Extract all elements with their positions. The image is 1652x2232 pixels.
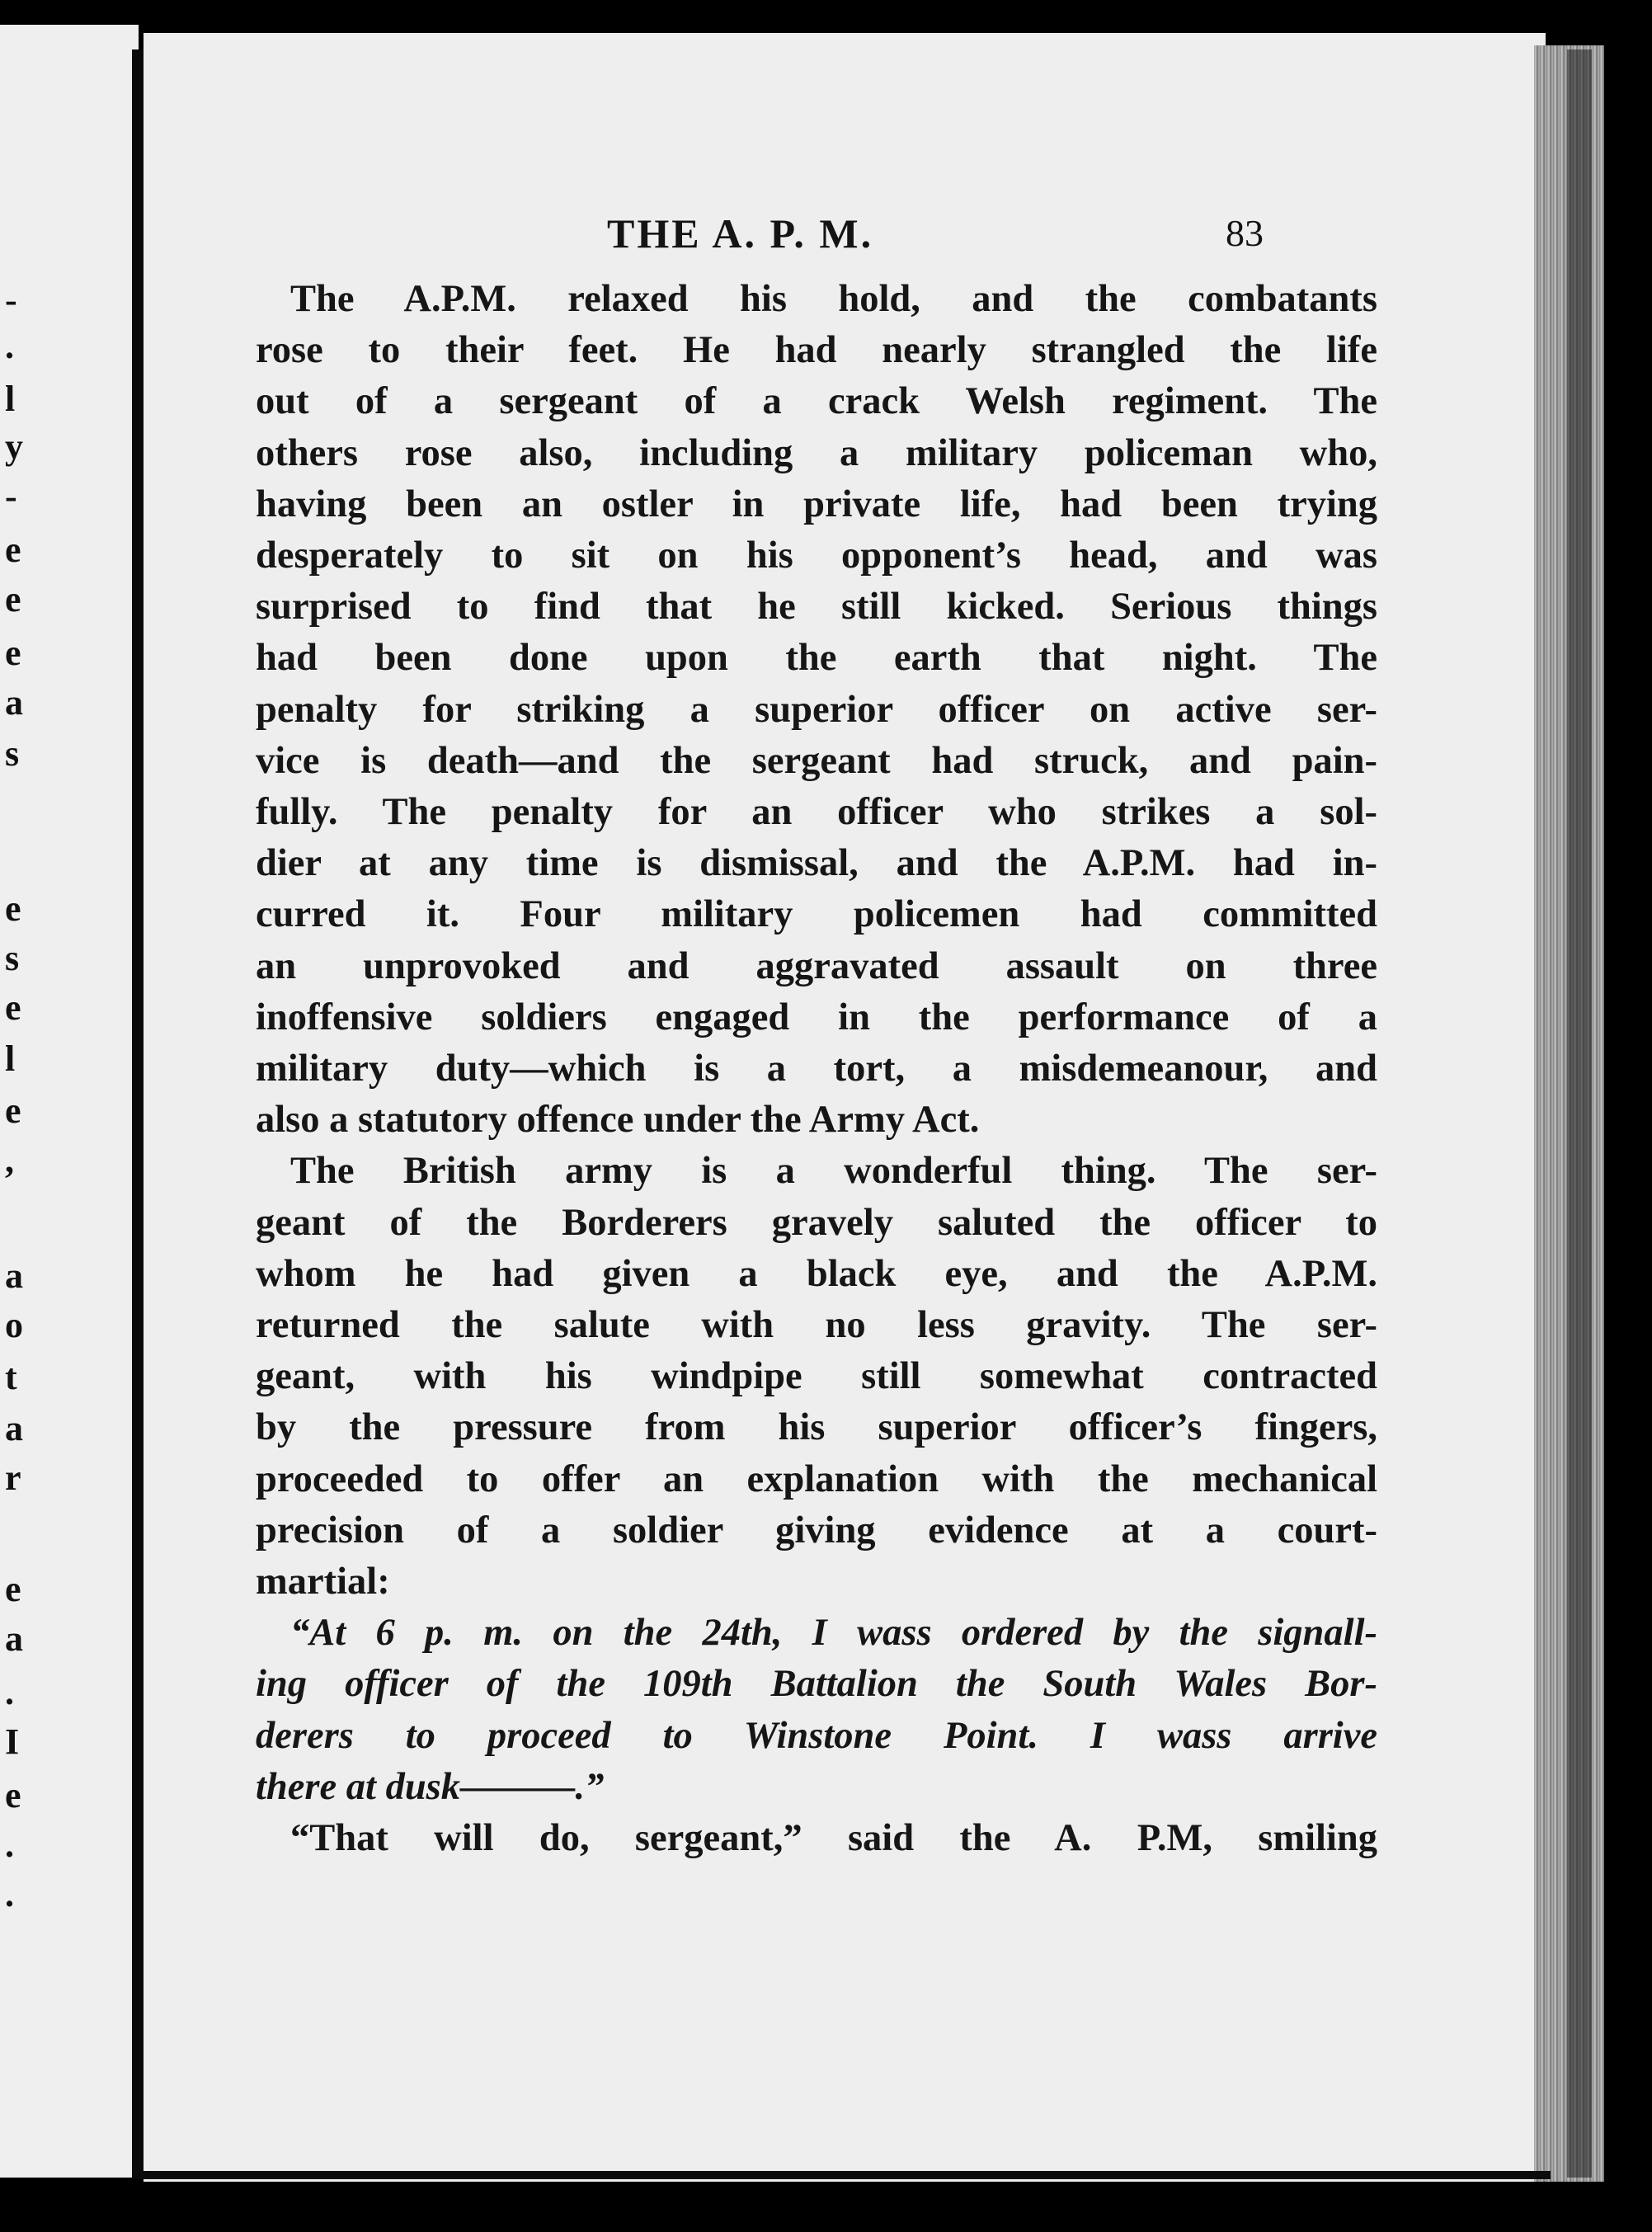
- text-line: penalty for striking a superior officer on active ser-: [256, 688, 1377, 731]
- bleed-char: r: [5, 1457, 21, 1498]
- bottom-border: [132, 2171, 1551, 2179]
- bleed-char: a: [5, 1618, 23, 1659]
- bleed-char: I: [5, 1721, 20, 1762]
- text-line: having been an ostler in private life, had been trying: [256, 483, 1377, 525]
- text-line: precision of a soldier giving evidence at a court-: [256, 1509, 1377, 1552]
- text-line: an unprovoked and aggravated assault on three: [256, 944, 1377, 987]
- previous-page-bleed-text: [0, 25, 33, 2178]
- text-line: by the pressure from his superior officer’s fingers,: [256, 1406, 1377, 1449]
- bleed-char: .: [5, 1672, 14, 1712]
- text-line: martial:: [256, 1561, 390, 1603]
- text-line: desperately to sit on his opponent’s head, and was: [256, 534, 1377, 577]
- text-line: out of a sergeant of a crack Welsh regiment. The: [256, 380, 1377, 423]
- bleed-char: l: [5, 1038, 16, 1079]
- bleed-char: e: [5, 888, 21, 929]
- text-line: others rose also, including a military policeman who,: [256, 431, 1377, 474]
- bleed-char: .: [5, 1874, 14, 1914]
- text-line: military duty—which is a tort, a misdemeanour, and: [256, 1048, 1377, 1090]
- bleed-char: e: [5, 987, 21, 1028]
- bleed-char: a: [5, 682, 23, 723]
- bleed-char: .: [5, 326, 14, 366]
- bleed-char: a: [5, 1255, 23, 1296]
- text-line: rose to their feet. He had nearly strangled the life: [256, 329, 1377, 372]
- bleed-char: -: [5, 280, 17, 320]
- text-line: vice is death—and the sergeant had struck, and pain-: [256, 739, 1377, 782]
- body-text: [256, 274, 1377, 1864]
- text-line: returned the salute with no less gravity. The ser-: [256, 1304, 1377, 1347]
- bleed-char: -: [5, 476, 17, 516]
- text-line: had been done upon the earth that night. The: [256, 637, 1377, 680]
- bleed-char: o: [5, 1305, 23, 1345]
- bleed-char: e: [5, 1775, 21, 1815]
- text-line: fully. The penalty for an officer who strikes a sol-: [256, 791, 1377, 834]
- book-page: [144, 33, 1546, 2182]
- bleed-char: e: [5, 1090, 21, 1131]
- running-head: [144, 210, 1546, 267]
- bleed-char: .: [5, 1825, 14, 1865]
- page-edge-shadow: [1567, 49, 1592, 2178]
- previous-page-sliver: [0, 25, 139, 2178]
- bleed-char: l: [5, 379, 16, 419]
- text-line: geant, with his windpipe still somewhat contracted: [256, 1355, 1377, 1398]
- text-line: proceeded to offer an explanation with the mechanical: [256, 1457, 1377, 1500]
- quote-line: “At 6 p. m. on the 24th, I wass ordered by the signall-: [290, 1612, 1377, 1655]
- text-line: The British army is a wonderful thing. The ser-: [290, 1150, 1377, 1193]
- quote-line: derers to proceed to Winstone Point. I wass arrive: [256, 1714, 1377, 1757]
- bleed-char: e: [5, 633, 21, 673]
- quote-line: there at dusk———.”: [256, 1765, 605, 1808]
- text-line: whom he had given a black eye, and the A.P.M.: [256, 1252, 1377, 1295]
- bleed-char: e: [5, 1569, 21, 1609]
- bleed-char: s: [5, 938, 20, 978]
- text-line: “That will do, sergeant,” said the A. P.M, smiling: [290, 1817, 1377, 1860]
- gutter-shadow: [132, 49, 144, 2178]
- text-line: surprised to find that he still kicked. Serious things: [256, 586, 1377, 629]
- bleed-char: ,: [5, 1140, 14, 1180]
- text-line: inoffensive soldiers engaged in the performance of a: [256, 996, 1377, 1038]
- page-number: 83: [1226, 212, 1264, 254]
- text-line: geant of the Borderers gravely saluted the officer to: [256, 1201, 1377, 1244]
- bleed-char: y: [5, 426, 23, 467]
- bleed-char: e: [5, 579, 21, 619]
- bleed-char: e: [5, 530, 21, 570]
- bleed-char: t: [5, 1357, 17, 1397]
- bleed-char: s: [5, 733, 20, 774]
- quote-line: ing officer of the 109th Battalion the South Wales Bor-: [256, 1663, 1377, 1706]
- text-line: dier at any time is dismissal, and the A.P.M. had in-: [256, 842, 1377, 885]
- bleed-char: a: [5, 1408, 23, 1448]
- text-line: also a statutory offence under the Army Act.: [256, 1099, 980, 1142]
- text-line: curred it. Four military policemen had committed: [256, 893, 1377, 936]
- running-title: THE A. P. M.: [607, 210, 874, 257]
- text-line: The A.P.M. relaxed his hold, and the combatants: [290, 278, 1377, 320]
